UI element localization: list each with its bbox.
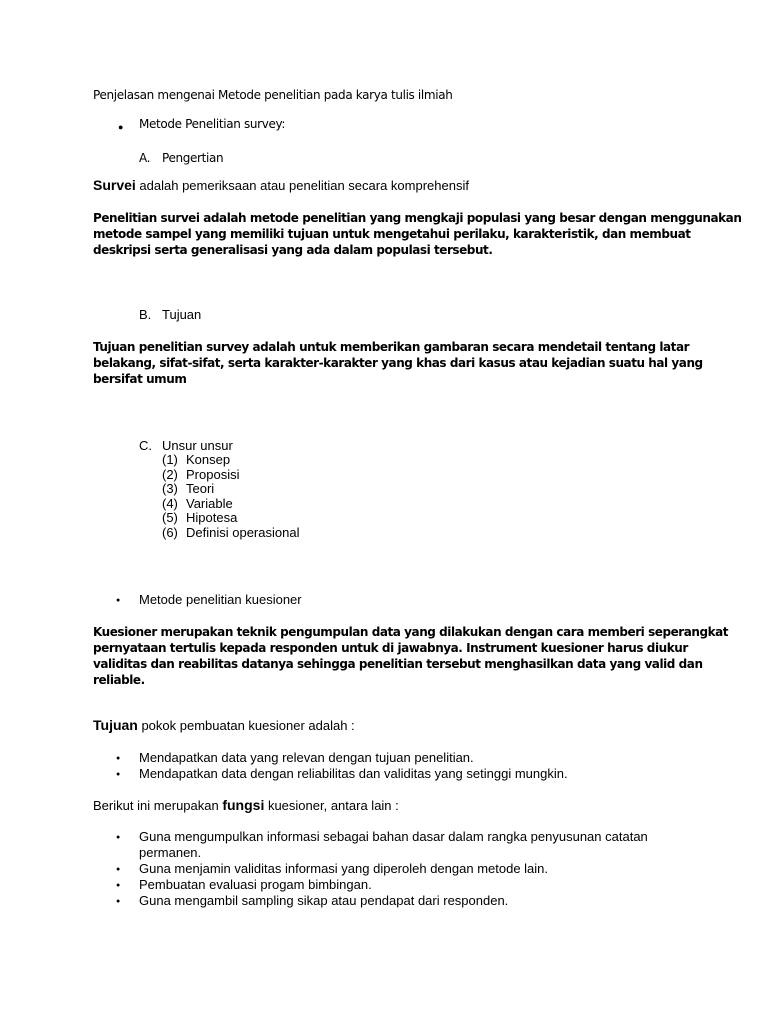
paragraph-line: Penelitian survei adalah metode penelitian yang mengkaji populasi yang besar dengan menggunakan — [93, 211, 742, 225]
bullet-icon: ● — [116, 834, 121, 841]
subheading-b-letter: B. — [139, 307, 152, 322]
subheading-b-title: Tujuan — [162, 307, 202, 322]
list-item: (5) Hipotesa — [162, 510, 238, 526]
tujuan-paragraph — [93, 339, 703, 387]
bullet-icon: ● — [116, 597, 121, 604]
bullet-icon: ● — [116, 898, 121, 905]
paragraph-line: deskripsi serta generalisasi yang ada dalam populasi tersebut. — [93, 243, 493, 257]
bullet-icon: ● — [116, 866, 121, 873]
section2-bullet-label: Metode penelitian kuesioner — [139, 592, 302, 607]
subheading-c-letter: C. — [139, 438, 152, 453]
fungsi-line — [93, 797, 399, 813]
list-item: (2) Proposisi — [162, 466, 240, 482]
list-item: Mendapatkan data yang relevan dengan tujuan penelitian. — [139, 750, 474, 765]
subheading-a-title: Pengertian — [162, 151, 224, 165]
bullet-icon: ● — [118, 122, 124, 132]
paragraph-line: reliable. — [93, 673, 145, 687]
list-item: Guna menjamin validitas informasi yang diperoleh dengan metode lain. — [139, 861, 549, 876]
survei-definition-text: adalah pemeriksaan atau penelitian secara komprehensif — [135, 178, 469, 193]
paragraph-line: metode sampel yang memiliki tujuan untuk mengetahui perilaku, karakteristik, dan membuat — [93, 227, 691, 241]
list-item: Guna mengambil sampling sikap atau pendapat dari responden. — [139, 893, 509, 908]
unsur-list — [162, 453, 299, 541]
list-item: Mendapatkan data dengan reliabilitas dan validitas yang setinggi mungkin. — [139, 766, 568, 781]
fungsi-post-text: kuesioner, antara lain : — [264, 798, 399, 813]
survei-definition — [93, 177, 469, 195]
tujuan-pokok-text: pokok pembuatan kuesioner adalah : — [137, 718, 355, 733]
bullet-icon: ● — [116, 882, 121, 889]
list-item-continuation: permanen. — [139, 845, 202, 860]
list-item: (4) Variable — [162, 495, 233, 511]
paragraph-line: pernyataan tertulis kepada responden untuk di jawabnya. Instrument kuesioner harus diukur — [93, 641, 688, 655]
paragraph-line: belakang, sifat-sifat, serta karakter-karakter yang khas dari kasus atau kejadian suatu hal yang — [93, 356, 703, 370]
list-item: (1) Konsep — [162, 452, 231, 467]
tujuan-pokok-line — [93, 717, 355, 735]
bullet-icon: ● — [116, 755, 121, 762]
survei-word: Survei — [93, 177, 136, 193]
tujuan-word: Tujuan — [93, 717, 138, 733]
fungsi-word: fungsi — [222, 797, 265, 813]
section1-bullet-label: Metode Penelitian survey: — [139, 117, 286, 131]
list-item: Guna mengumpulkan informasi sebagai bahan dasar dalam rangka penyusunan catatan — [139, 829, 648, 844]
fungsi-pre-text: Berikut ini merupakan — [93, 798, 223, 813]
list-item: Pembuatan evaluasi progam bimbingan. — [139, 877, 372, 892]
subheading-a-letter: A. — [139, 151, 151, 165]
paragraph-line: bersifat umum — [93, 372, 187, 386]
subheading-c-title: Unsur unsur — [162, 438, 233, 453]
paragraph-line: Kuesioner merupakan teknik pengumpulan data yang dilakukan dengan cara memberi seperangkat — [93, 625, 729, 639]
pengertian-paragraph — [93, 210, 741, 258]
kuesioner-paragraph — [93, 624, 728, 688]
list-item: (3) Teori — [162, 481, 215, 497]
document-heading: Penjelasan mengenai Metode penelitian pada karya tulis ilmiah — [93, 88, 453, 102]
paragraph-line: validitas dan reabilitas datanya sehingga penelitian tersebut menghasilkan data yang valid dan — [93, 657, 703, 671]
paragraph-line: Tujuan penelitian survey adalah untuk memberikan gambaran secara mendetail tentang latar — [93, 340, 690, 354]
list-item: (6) Definisi operasional — [162, 524, 300, 540]
bullet-icon: ● — [116, 771, 121, 778]
